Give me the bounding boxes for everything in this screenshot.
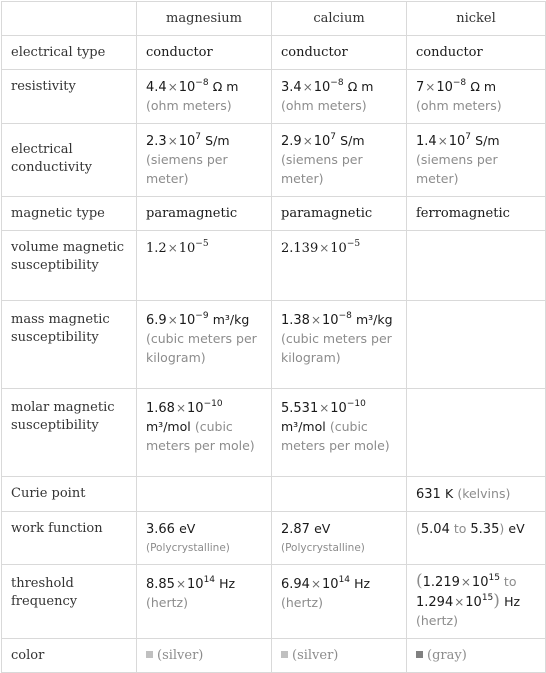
- row-label: magnetic type: [2, 197, 137, 231]
- times-sign: ×: [454, 595, 465, 609]
- color-name: (gray): [427, 648, 467, 663]
- color-name: (silver): [157, 648, 204, 663]
- exponent: −8: [452, 77, 467, 88]
- paren-close: ): [499, 521, 505, 536]
- cell-value: [272, 70, 407, 124]
- cell-value: ferromagnetic: [407, 197, 546, 231]
- unit: eV: [508, 521, 525, 536]
- base: 10: [448, 134, 466, 149]
- header-nickel: nickel: [407, 2, 546, 36]
- cell-value: conductor: [272, 36, 407, 70]
- cell-value: [407, 639, 546, 673]
- header-calcium: calcium: [272, 2, 407, 36]
- cell-value: [137, 301, 272, 389]
- unit: Ω m: [470, 79, 497, 94]
- times-sign: ×: [437, 134, 448, 148]
- exponent: −10: [203, 398, 223, 409]
- times-sign: ×: [425, 80, 436, 94]
- color-swatch-icon: [146, 651, 153, 658]
- header-row: [2, 2, 546, 36]
- mantissa: 6.9: [146, 313, 167, 328]
- times-sign: ×: [175, 401, 187, 415]
- paren-open: (: [416, 571, 423, 591]
- mantissa: 2.139: [281, 241, 319, 256]
- unit: Hz: [504, 594, 521, 609]
- row-label: Curie point: [2, 477, 137, 512]
- base: 10: [322, 313, 339, 328]
- cell-value: [272, 565, 407, 639]
- range-low: 5.04: [420, 522, 450, 537]
- cell-value: [137, 70, 272, 124]
- unit: eV: [179, 521, 196, 536]
- row-label: molar magnetic susceptibility: [2, 389, 137, 477]
- unit: m³/kg: [212, 312, 250, 327]
- row-label: electrical type: [2, 36, 137, 70]
- base: 10: [436, 80, 453, 95]
- exponent: 7: [465, 131, 472, 142]
- row-molar-magnetic-susceptibility: [2, 389, 546, 477]
- unit-description: (ohm meters): [281, 98, 367, 113]
- times-sign: ×: [319, 241, 330, 255]
- base: 10: [178, 134, 196, 149]
- row-label: mass magnetic susceptibility: [2, 301, 137, 389]
- row-electrical-type: [2, 36, 546, 70]
- row-label: resistivity: [2, 70, 137, 124]
- row-curie-point: [2, 477, 546, 512]
- exponent: 14: [203, 574, 216, 585]
- base: 10: [322, 577, 339, 592]
- times-sign: ×: [302, 80, 313, 94]
- mantissa: 8.85: [146, 577, 175, 592]
- exponent: 15: [481, 592, 494, 603]
- unit-description: (hertz): [416, 613, 458, 628]
- unit: S/m: [475, 133, 500, 148]
- row-color: [2, 639, 546, 673]
- color-name: (silver): [292, 648, 339, 663]
- row-magnetic-type: [2, 197, 546, 231]
- base: 10: [471, 575, 489, 590]
- mantissa: 1.38: [281, 313, 310, 328]
- row-electrical-conductivity: [2, 124, 546, 197]
- unit: Hz: [219, 576, 236, 591]
- unit: S/m: [205, 133, 230, 148]
- cell-value: [137, 231, 272, 301]
- unit-description: (siemens per meter): [146, 152, 228, 186]
- cell-value: [407, 512, 546, 565]
- exponent: 14: [338, 574, 351, 585]
- base: 10: [313, 80, 331, 95]
- unit: Ω m: [347, 79, 374, 94]
- color-swatch-icon: [416, 651, 423, 658]
- range-to: to: [453, 521, 467, 536]
- mantissa: 2.9: [281, 134, 302, 149]
- unit-description: (cubic meters per mole): [281, 419, 390, 453]
- properties-table: [1, 1, 546, 673]
- unit: eV: [314, 521, 331, 536]
- cell-value: [407, 477, 546, 512]
- cell-value: [137, 565, 272, 639]
- base: 10: [187, 401, 204, 416]
- times-sign: ×: [167, 80, 178, 94]
- exponent: −9: [195, 310, 209, 321]
- times-sign: ×: [302, 134, 313, 148]
- mantissa: 7: [416, 80, 425, 95]
- base: 10: [187, 577, 204, 592]
- times-sign: ×: [460, 575, 471, 589]
- unit: m³/kg: [355, 312, 393, 327]
- value: 631: [416, 487, 441, 502]
- range-high: 5.35: [470, 522, 500, 537]
- unit-description: (hertz): [146, 595, 188, 610]
- unit: Hz: [354, 576, 371, 591]
- range-low-mantissa: 1.219: [422, 575, 460, 590]
- cell-empty: [137, 477, 272, 512]
- unit-description: (ohm meters): [416, 98, 502, 113]
- value-note: (Polycrystalline): [281, 542, 365, 554]
- unit: K: [444, 486, 454, 501]
- exponent: −8: [338, 310, 352, 321]
- cell-value: [407, 70, 546, 124]
- row-label: electrical conductivity: [2, 124, 137, 197]
- unit: S/m: [340, 133, 365, 148]
- mantissa: 3.4: [281, 80, 302, 95]
- times-sign: ×: [167, 241, 178, 255]
- exponent: 7: [330, 131, 337, 142]
- row-resistivity: [2, 70, 546, 124]
- cell-value: [137, 639, 272, 673]
- unit: m³/mol: [281, 419, 326, 434]
- cell-value: [137, 124, 272, 197]
- times-sign: ×: [167, 134, 178, 148]
- unit-description: (cubic meters per kilogram): [146, 331, 257, 365]
- cell-value: [272, 512, 407, 565]
- unit-description: (siemens per meter): [281, 152, 363, 186]
- exponent: 7: [195, 131, 202, 142]
- times-sign: ×: [167, 313, 178, 327]
- paren-open: (: [416, 521, 421, 536]
- times-sign: ×: [175, 577, 187, 591]
- value-note: (Polycrystalline): [146, 542, 230, 554]
- unit: Ω m: [212, 79, 239, 94]
- value: 3.66: [146, 522, 175, 537]
- cell-value: paramagnetic: [137, 197, 272, 231]
- row-mass-magnetic-susceptibility: [2, 301, 546, 389]
- unit-description: (hertz): [281, 595, 323, 610]
- value: 2.87: [281, 522, 310, 537]
- mantissa: 4.4: [146, 80, 167, 95]
- base: 10: [330, 401, 347, 416]
- base: 10: [330, 241, 347, 256]
- mantissa: 1.4: [416, 134, 437, 149]
- base: 10: [313, 134, 331, 149]
- mantissa: 5.531: [281, 401, 319, 416]
- exponent: 15: [488, 572, 500, 583]
- paren-close: ): [493, 591, 500, 611]
- mantissa: 2.3: [146, 134, 167, 149]
- cell-value: [272, 389, 407, 477]
- mantissa: 6.94: [281, 577, 310, 592]
- cell-value: [272, 301, 407, 389]
- corner-cell: [2, 2, 137, 36]
- cell-value: [272, 124, 407, 197]
- header-magnesium: magnesium: [137, 2, 272, 36]
- exponent: −8: [330, 77, 344, 88]
- cell-empty: [407, 301, 546, 389]
- exponent: −5: [346, 238, 361, 249]
- row-label: volume magnetic susceptibility: [2, 231, 137, 301]
- times-sign: ×: [310, 577, 322, 591]
- base: 10: [178, 80, 196, 95]
- mantissa: 1.2: [146, 241, 167, 256]
- color-swatch-icon: [281, 651, 288, 658]
- base: 10: [178, 241, 196, 256]
- exponent: −5: [195, 238, 209, 249]
- row-label: color: [2, 639, 137, 673]
- unit-description: (cubic meters per mole): [146, 419, 255, 453]
- cell-value: [272, 639, 407, 673]
- base: 10: [178, 313, 196, 328]
- exponent: −8: [195, 77, 209, 88]
- times-sign: ×: [319, 401, 330, 415]
- cell-value: [407, 124, 546, 197]
- base: 10: [465, 595, 482, 610]
- row-work-function: [2, 512, 546, 565]
- cell-value: conductor: [407, 36, 546, 70]
- unit: m³/mol: [146, 419, 191, 434]
- row-threshold-frequency: [2, 565, 546, 639]
- unit-description: (kelvins): [457, 486, 511, 501]
- cell-value: [272, 231, 407, 301]
- range-high-mantissa: 1.294: [416, 595, 454, 610]
- range-to: to: [503, 574, 517, 589]
- cell-value: conductor: [137, 36, 272, 70]
- unit-description: (cubic meters per kilogram): [281, 331, 392, 365]
- cell-empty: [407, 389, 546, 477]
- cell-empty: [272, 477, 407, 512]
- cell-value: [137, 389, 272, 477]
- unit-description: (siemens per meter): [416, 152, 498, 186]
- times-sign: ×: [310, 313, 322, 327]
- unit-description: (ohm meters): [146, 98, 232, 113]
- row-label: work function: [2, 512, 137, 565]
- cell-value: [137, 512, 272, 565]
- cell-value: paramagnetic: [272, 197, 407, 231]
- row-label: threshold frequency: [2, 565, 137, 639]
- row-volume-magnetic-susceptibility: [2, 231, 546, 301]
- exponent: −10: [346, 398, 366, 409]
- mantissa: 1.68: [146, 401, 175, 416]
- cell-empty: [407, 231, 546, 301]
- cell-value: [407, 565, 546, 639]
